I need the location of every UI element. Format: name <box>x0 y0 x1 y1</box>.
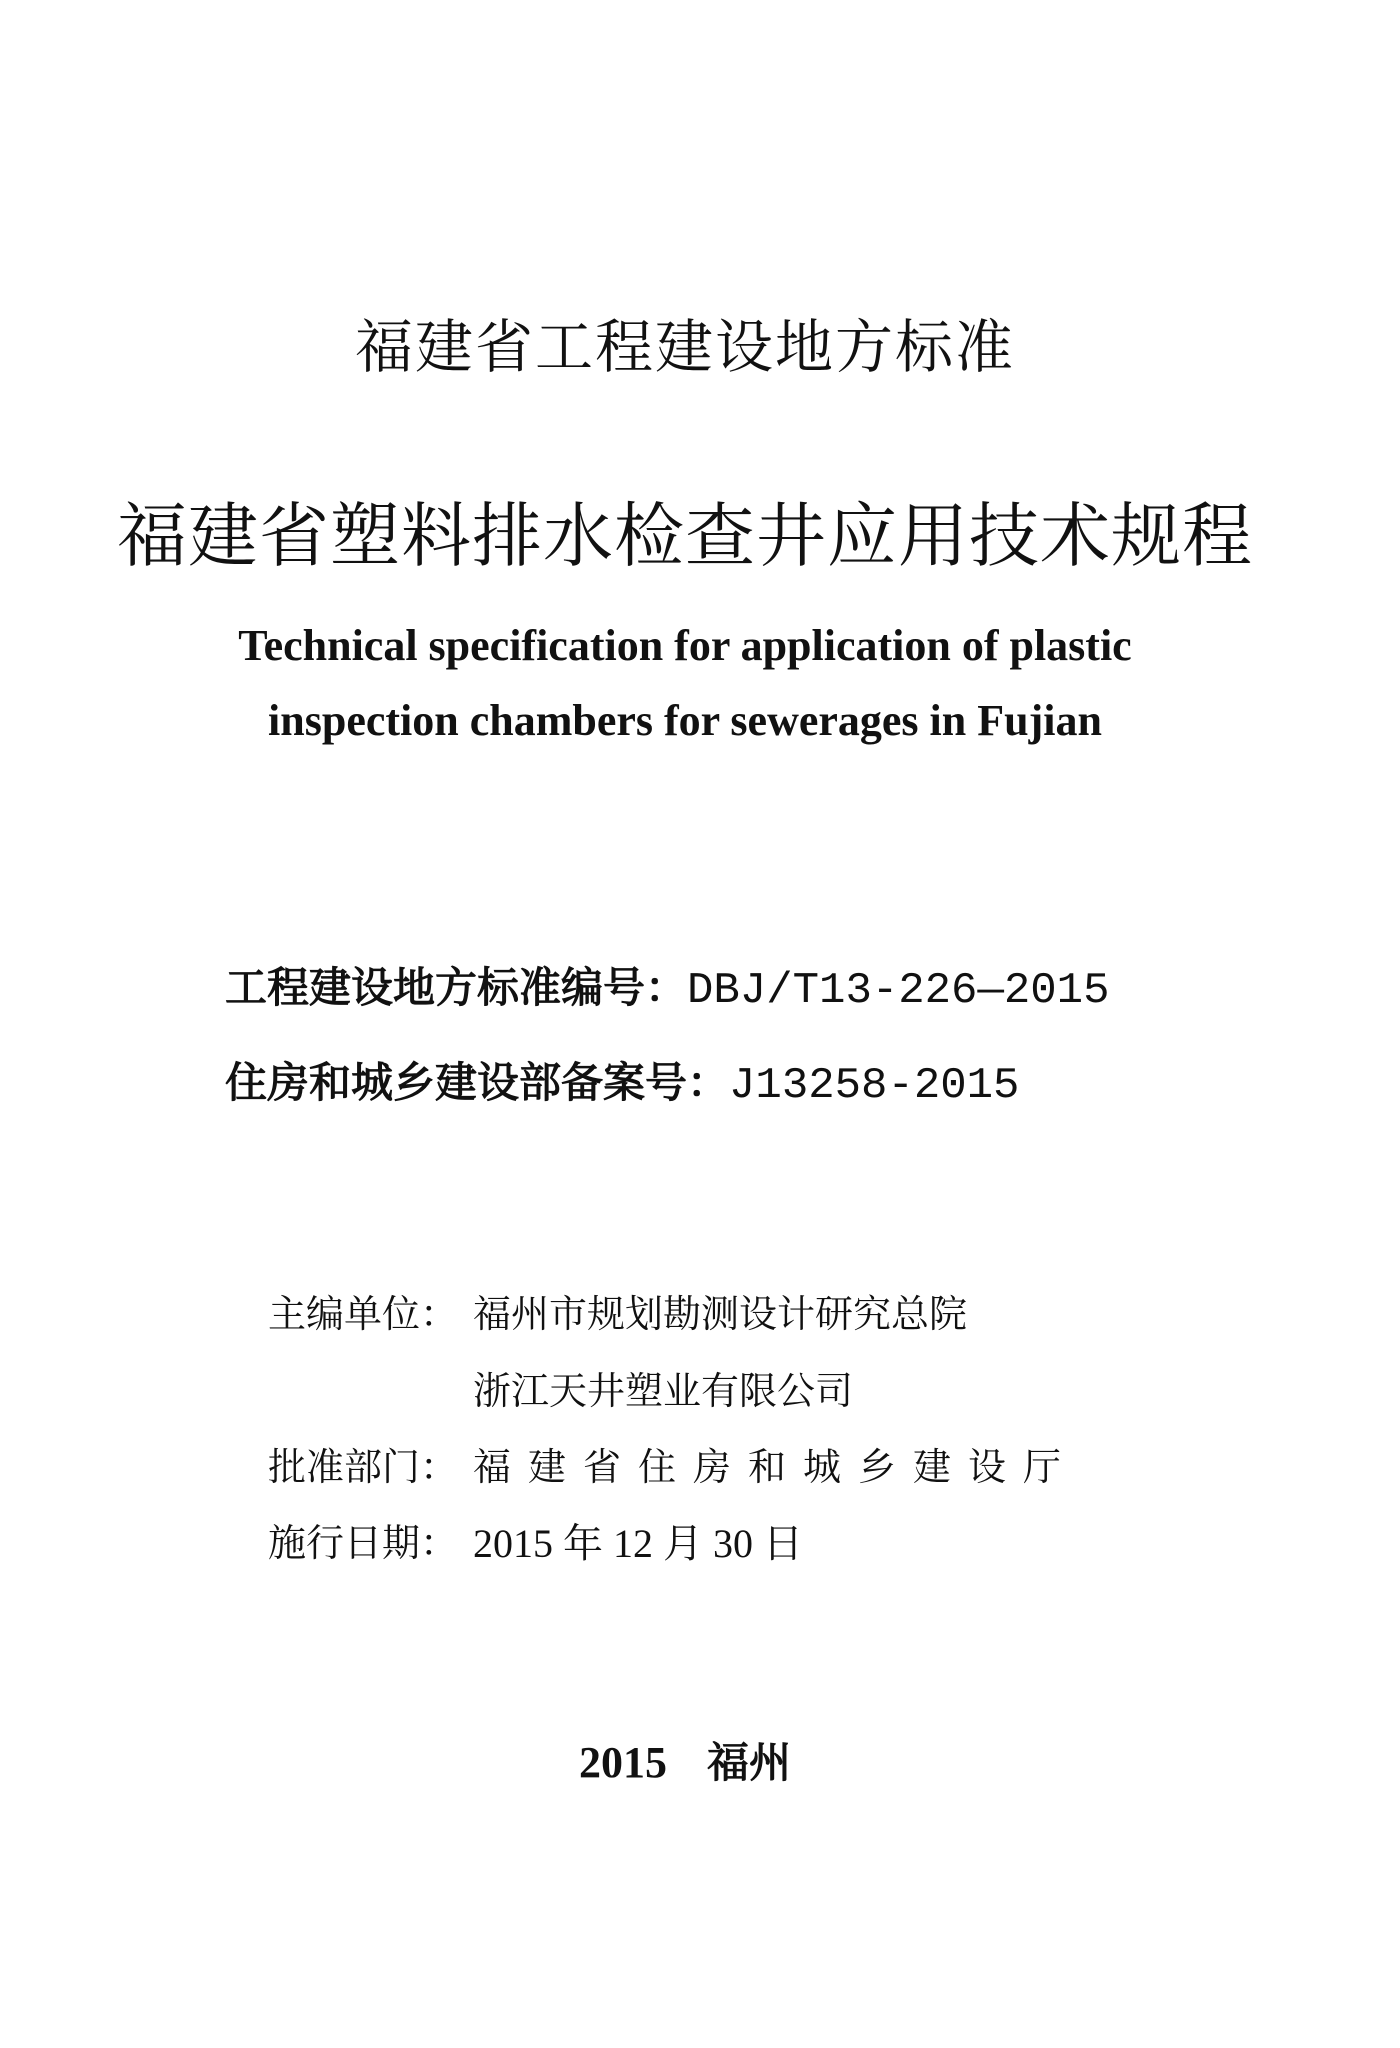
approval-label: 批准部门： <box>268 1445 459 1489</box>
filing-number-value: J13258-2015 <box>729 1061 1020 1111</box>
main-title: 福建省塑料排水检查井应用技术规程 <box>117 495 1253 577</box>
english-title-line-2: inspection chambers for sewerages in Fujian <box>268 696 1102 745</box>
effective-date-value: 2015 年 12 月 30 日 <box>473 1521 803 1566</box>
footer-city: 福州 <box>706 1738 791 1787</box>
english-title-line-1: Technical specification for application of plastic <box>238 621 1132 670</box>
filing-number-label: 住房和城乡建设部备案号： <box>225 1058 730 1107</box>
filing-number-line <box>225 1050 1019 1111</box>
standard-code-line <box>225 955 1109 1016</box>
chief-editor-1: 福州市规划勘测设计研究总院 <box>473 1292 968 1336</box>
approval-value: 福建省住房和城乡建设厅 <box>473 1445 1079 1489</box>
publication-footer <box>0 1730 1370 1790</box>
footer-year: 2015 <box>578 1738 667 1787</box>
series-title: 福建省工程建设地方标准 <box>354 313 1015 381</box>
standard-code-label: 工程建设地方标准编号： <box>225 963 688 1012</box>
chief-editor-label: 主编单位： <box>268 1292 459 1336</box>
standard-code-value: DBJ/T13-226—2015 <box>687 966 1110 1016</box>
effective-date-label: 施行日期： <box>268 1521 459 1565</box>
chief-editor-2: 浙江天井塑业有限公司 <box>473 1369 854 1413</box>
